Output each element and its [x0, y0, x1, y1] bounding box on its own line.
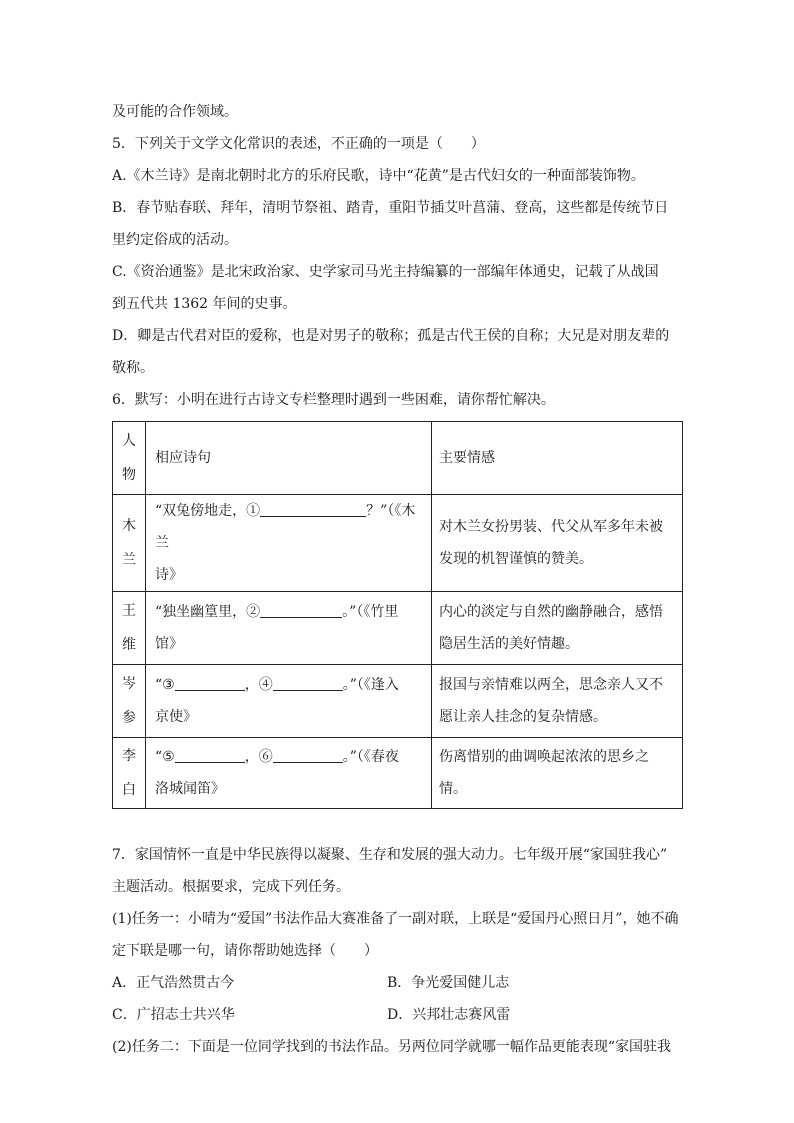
q7-options-row2 — [112, 999, 688, 1031]
person-char: 李 — [122, 748, 136, 764]
poem-cell — [146, 495, 432, 592]
answer-blank-3[interactable] — [175, 672, 245, 691]
answer-blank-6[interactable] — [273, 744, 343, 763]
q5-option-d-line2: 敬称。 — [112, 360, 154, 376]
header-emotion-cell: 主要情感 — [432, 422, 683, 495]
q7-option-c[interactable]: C．广招志士共兴华 — [112, 1007, 235, 1023]
poem-text: 。”（《竹里 — [342, 604, 399, 620]
table-row — [113, 592, 683, 665]
intro-tail-text: 及可能的合作领域。 — [112, 104, 238, 120]
person-char: 王 — [122, 603, 136, 619]
q7-task2-line1: (2)任务二：下面是一位同学找到的书法作品。另两位同学就哪一幅作品更能表现“家国驻我 — [112, 1039, 671, 1055]
spacer — [112, 809, 688, 839]
q5-option-a: A.《木兰诗》是南北朝时北方的乐府民歌，诗中“花黄”是古代妇女的一种面部装饰物。 — [112, 168, 645, 184]
q5-stem: 5．下列关于文学文化常识的表述，不正确的一项是（ ） — [112, 136, 485, 152]
poem-text: ，④ — [244, 677, 273, 693]
emotion-cell — [432, 738, 683, 809]
q7-options-row1 — [112, 967, 688, 999]
poem-cell — [146, 738, 432, 809]
emotion-text: 愿让亲人挂念的复杂情感。 — [439, 709, 607, 725]
poem-source: 京使》 — [155, 709, 197, 725]
poem-text: “独坐幽篁里，② — [155, 604, 261, 620]
emotion-text: 伤离惜别的曲调唤起浓浓的思乡之情。 — [439, 749, 649, 797]
person-cell — [113, 592, 146, 665]
person-cell — [113, 738, 146, 809]
q7-option-d[interactable]: D．兴邦壮志赛风雷 — [387, 1007, 511, 1023]
poem-source: 诗》 — [155, 567, 183, 583]
emotion-text: 发现的机智谨慎的赞美。 — [439, 551, 593, 567]
poem-cell — [146, 665, 432, 738]
emotion-cell — [432, 592, 683, 665]
poem-text: 。”（《春夜 — [342, 749, 399, 765]
person-cell — [113, 495, 146, 592]
table-header-row — [113, 422, 683, 495]
person-cell — [113, 665, 146, 738]
header-poem-cell: 相应诗句 — [146, 422, 432, 495]
q6-stem: 6．默写：小明在进行古诗文专栏整理时遇到一些困难，请你帮忙解决。 — [112, 392, 555, 408]
exam-page — [112, 96, 688, 1063]
header-person-1: 人 — [122, 433, 136, 449]
q7-task1-line1: (1)任务一：小晴为“爱国”书法作品大赛准备了一副对联，上联是“爱国丹心照日月”，她不确 — [112, 911, 679, 927]
q5-option-b-line2: 里约定俗成的活动。 — [112, 232, 238, 248]
answer-blank-5[interactable] — [175, 744, 245, 763]
answer-blank-4[interactable] — [273, 672, 343, 691]
person-char: 维 — [122, 637, 136, 653]
poem-text: “双兔傍地走，① — [155, 503, 261, 519]
poem-text: 。”（《逢入 — [342, 677, 399, 693]
q5-option-c-line1: C.《资治通鉴》是北宋政治家、史学家司马光主持编纂的一部编年体通史，记载了从战国 — [112, 264, 659, 280]
poem-text: ，⑥ — [244, 749, 273, 765]
header-person-2: 物 — [122, 467, 136, 483]
emotion-cell — [432, 495, 683, 592]
emotion-text: 报国与亲情难以两全，思念亲人又不 — [439, 677, 663, 693]
answer-blank-1[interactable] — [260, 498, 366, 517]
person-char: 木 — [122, 518, 136, 534]
header-person-cell — [113, 422, 146, 495]
q5-option-c-line2: 到五代共 1362 年间的史事。 — [112, 296, 297, 312]
poem-text: ？”（《木兰 — [155, 503, 416, 551]
poem-source: 洛城闻笛》 — [155, 781, 225, 797]
table-row — [113, 738, 683, 809]
person-char: 岑 — [122, 676, 136, 692]
q7-option-a[interactable]: A．正气浩然贯古今 — [112, 975, 235, 991]
poem-cell — [146, 592, 432, 665]
table-row — [113, 665, 683, 738]
q5-option-b-line1: B．春节贴春联、拜年，清明节祭祖、踏青，重阳节插艾叶菖蒲、登高，这些都是传统节日 — [112, 200, 669, 216]
emotion-text: 内心的淡定与自然的幽静融合，感悟 — [439, 604, 663, 620]
person-char: 白 — [122, 782, 136, 798]
emotion-text: 对木兰女扮男装、代父从军多年未被 — [439, 519, 663, 535]
person-char: 参 — [122, 710, 136, 726]
poem-source: 馆》 — [155, 636, 183, 652]
q7-stem-line1: 7．家国情怀一直是中华民族得以凝聚、生存和发展的强大动力。七年级开展“家国驻我心” — [112, 847, 668, 863]
q5-option-d-line1: D．卿是古代君对臣的爱称，也是对男子的敬称；孤是古代王侯的自称；大兄是对朋友辈的 — [112, 328, 670, 344]
poem-text: “③ — [155, 677, 175, 693]
q7-stem-line2: 主题活动。根据要求，完成下列任务。 — [112, 879, 350, 895]
q7-task1-line2: 定下联是哪一句，请你帮助她选择（ ） — [112, 943, 378, 959]
emotion-text: 隐居生活的美好情趣。 — [439, 636, 579, 652]
poem-text: “⑤ — [155, 749, 175, 765]
emotion-cell — [432, 665, 683, 738]
poem-table — [112, 421, 683, 809]
table-row — [113, 495, 683, 592]
person-char: 兰 — [122, 552, 136, 568]
answer-blank-2[interactable] — [260, 599, 342, 618]
q7-option-b[interactable]: B．争光爱国健儿志 — [387, 975, 510, 991]
